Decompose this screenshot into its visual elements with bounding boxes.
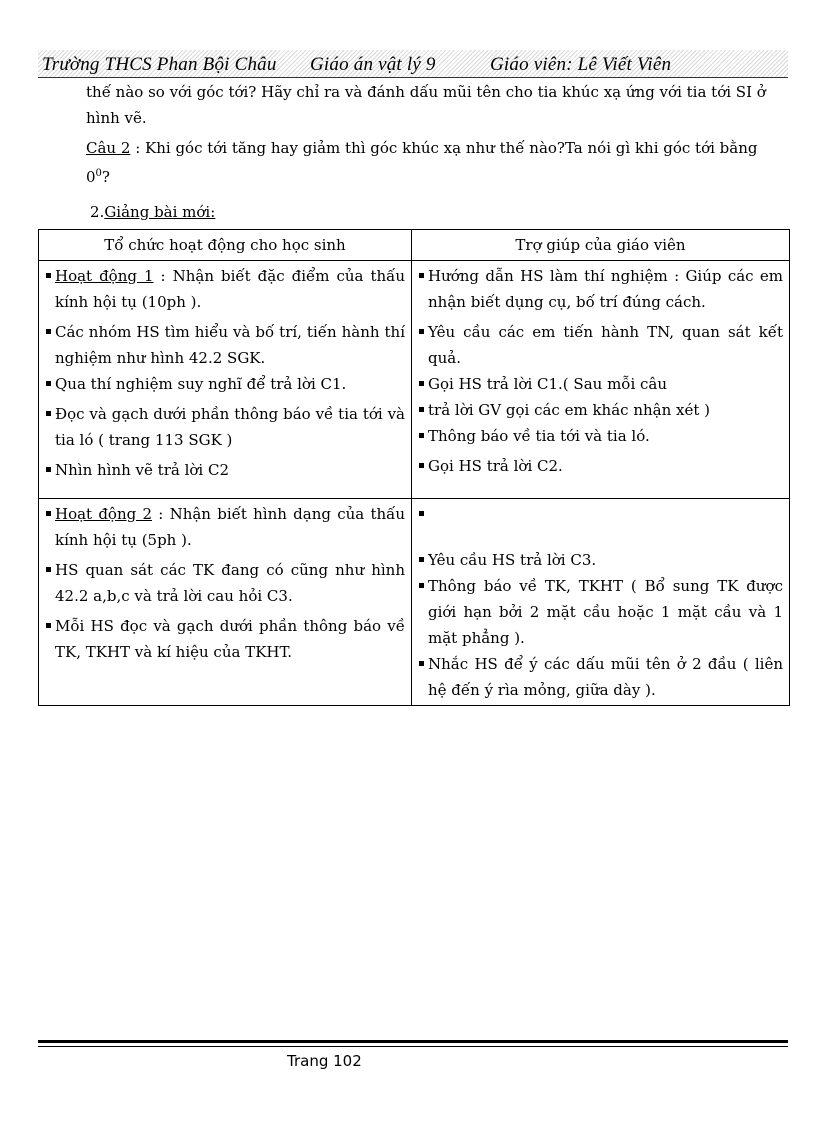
list-item: Yêu cầu HS trả lời C3. <box>418 547 783 573</box>
activity-2-label: Hoạt động 2 <box>55 505 153 523</box>
list-item: Các nhóm HS tìm hiểu và bố trí, tiến hành thí nghiệm như hình 42.2 SGK. <box>45 319 405 371</box>
row2-right-cell <box>412 499 790 706</box>
spacer <box>418 527 783 547</box>
activity-1-label: Hoạt động 1 <box>55 267 154 285</box>
header-school: Trường THCS Phan Bội Châu <box>42 54 277 75</box>
list-item: Thông báo về TK, TKHT ( Bổ sung TK được giới hạn bởi 2 mặt cầu hoặc 1 mặt cầu và 1 mặt phẳng ). <box>418 573 783 651</box>
table-row <box>39 499 790 706</box>
footer-rule-thick <box>38 1040 788 1043</box>
question-2 <box>86 135 776 190</box>
question-2-end: ? <box>101 168 110 186</box>
list-item: Mỗi HS đọc và gạch dưới phần thông báo về TK, TKHT và kí hiệu của TKHT. <box>45 613 405 665</box>
section-title: Giảng bài mới: <box>104 203 216 221</box>
list-item: Nhìn hình vẽ trả lời C2 <box>45 457 405 483</box>
activity-2-text: : Nhận biết hình dạng của thấu kính hội tụ (5ph ). <box>55 505 405 549</box>
header-teacher: Giáo viên: Lê Viết Viên <box>490 54 672 75</box>
header-teacher-help: Trợ giúp của giáo viên <box>412 230 790 261</box>
activity-1 <box>45 263 405 315</box>
activity-1-text: : Nhận biết đặc điểm của thấu kính hội tụ (10ph ). <box>55 267 405 311</box>
lesson-table <box>38 229 790 706</box>
table-header-row <box>39 230 790 261</box>
question-2-label: Câu 2 <box>86 139 131 157</box>
list-item: Gọi HS trả lời C2. <box>418 453 783 479</box>
list-item: Gọi HS trả lời C1.( Sau mỗi câu <box>418 371 783 397</box>
list-item: Đọc và gạch dưới phần thông báo về tia tới và tia ló ( trang 113 SGK ) <box>45 401 405 453</box>
row2-left-cell <box>39 499 412 706</box>
intro-text <box>86 79 776 194</box>
list-item: Hướng dẫn HS làm thí nghiệm : Giúp các em nhận biết dụng cụ, bố trí đúng cách. <box>418 263 783 315</box>
activity-2 <box>45 501 405 553</box>
list-item: Nhắc HS để ý các dấu mũi tên ở 2 đầu ( liên hệ đến ý rìa mỏng, giữa dày ). <box>418 651 783 703</box>
list-item: Thông báo về tia tới và tia ló. <box>418 423 783 449</box>
row1-left-cell <box>39 261 412 499</box>
question-1-continuation: thế nào so với góc tới? Hãy chỉ ra và đánh dấu mũi tên cho tia khúc xạ ứng với tia tới SI ở hình vẽ. <box>86 83 766 127</box>
page-number: Trang 102 <box>287 1052 362 1070</box>
table-row <box>39 261 790 499</box>
page-header <box>38 50 788 78</box>
section-heading <box>90 203 215 221</box>
row1-right-cell <box>412 261 790 499</box>
list-item: Qua thí nghiệm suy nghĩ để trả lời C1. <box>45 371 405 397</box>
footer-rule-thin <box>38 1046 788 1047</box>
header-subject: Giáo án vật lý 9 <box>310 54 436 75</box>
degree-sup: 0 <box>95 168 102 179</box>
list-item: trả lời GV gọi các em khác nhận xét ) <box>418 397 783 423</box>
list-item: HS quan sát các TK đang có cũng như hình 42.2 a,b,c và trả lời cau hỏi C3. <box>45 557 405 609</box>
list-item: Yêu cầu các em tiến hành TN, quan sát kết quả. <box>418 319 783 371</box>
header-students: Tổ chức hoạt động cho học sinh <box>39 230 412 261</box>
empty-bullet <box>418 501 783 527</box>
question-2-text: : Khi góc tới tăng hay giảm thì góc khúc xạ như thế nào?Ta nói gì khi góc tới bằng 0 <box>86 139 758 186</box>
section-number: 2. <box>90 203 105 221</box>
